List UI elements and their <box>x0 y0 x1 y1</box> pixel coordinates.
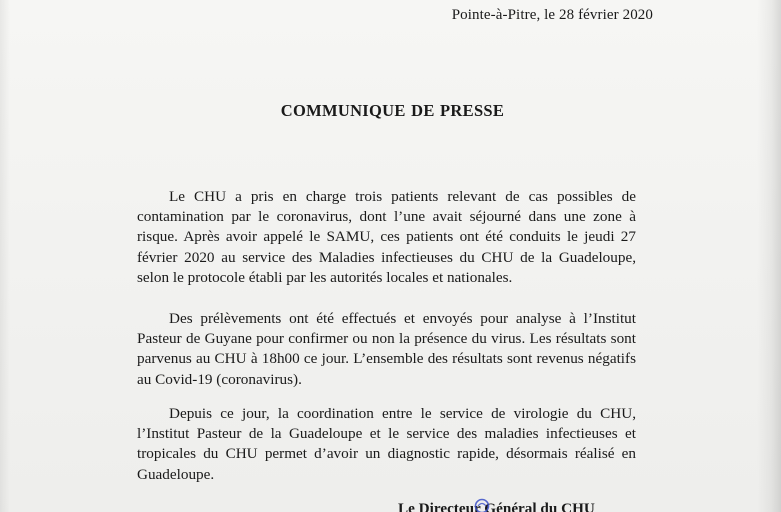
place-date: Pointe-à-Pitre, le 28 février 2020 <box>451 7 653 23</box>
page-edge-shadow <box>757 0 781 512</box>
paragraph-2 <box>137 309 636 390</box>
signature-line: Le Directeur Général du CHU <box>398 500 595 512</box>
page-left-shadow <box>0 0 10 512</box>
document-title: COMMUNIQUE DE PRESSE <box>280 101 505 120</box>
paragraph-1-text: Le CHU a pris en charge trois patients relevant de cas possibles de contamination par le coronavirus, dont l’une avait séjourné dans une zone à risque. Après avoir appelé le SAMU, ces patients ont été conduits le jeudi 27 février 2020 au service des Maladies infectieuses du CHU de la Guadeloupe, selon le protocole établi par les autorités locales et nationales. <box>137 188 636 286</box>
paragraph-1 <box>137 187 636 288</box>
paragraph-3 <box>137 404 636 485</box>
paragraph-2-text: Des prélèvements ont été effectués et envoyés pour analyse à l’Institut Pasteur de Guyane pour confirmer ou non la présence du virus. Les résultats sont parvenus au CHU à 18h00 ce jour. L’ensemble des résultats sont revenus négatifs au Covid-19 (coronavirus). <box>137 310 636 388</box>
paragraph-3-text: Depuis ce jour, la coordination entre le service de virologie du CHU, l’Institut Pasteur de la Guadeloupe et le service des maladies infectieuses et tropicales du CHU permet d’avoir un diagnostic rapide, désormais réalisé en Guadeloupe. <box>137 405 636 483</box>
